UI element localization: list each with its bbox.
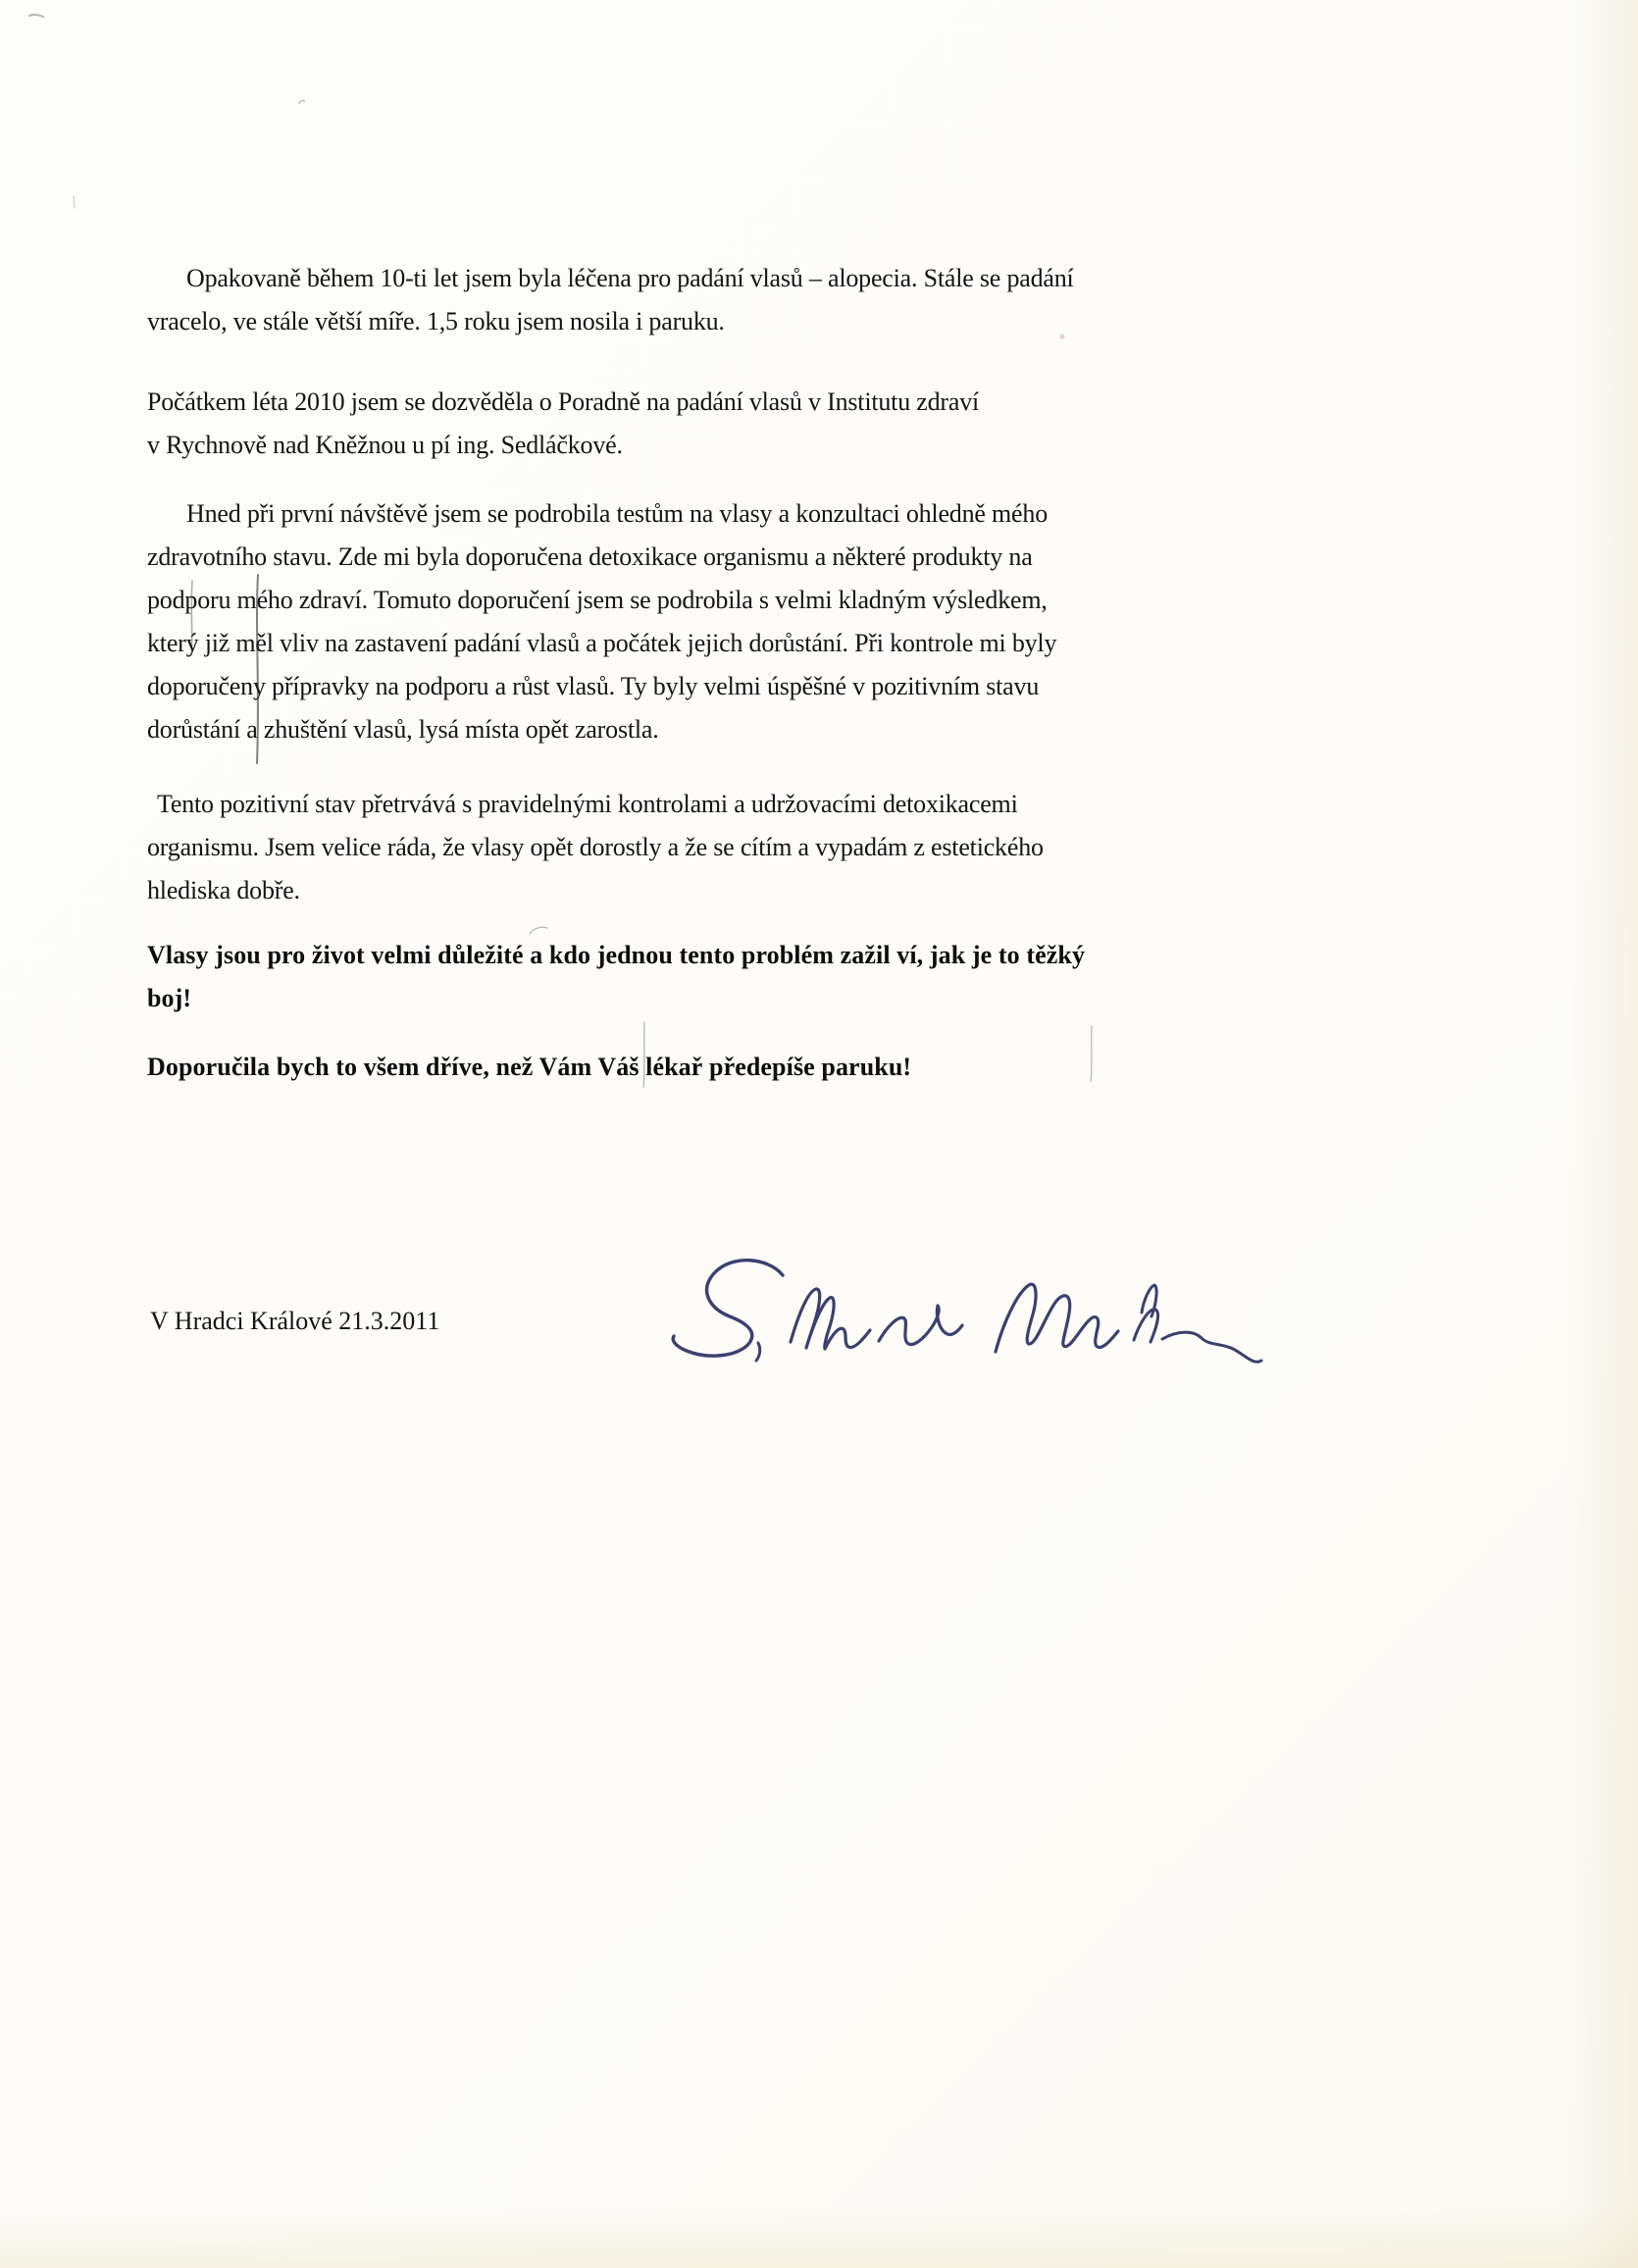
text-line: Počátkem léta 2010 jsem se dozvěděla o Poradně na padání vlasů v Institutu zdraví — [147, 387, 980, 416]
paragraph — [147, 492, 1187, 751]
paragraph — [147, 257, 1187, 343]
place-date-line: V Hradci Králové 21.3.2011 — [150, 1307, 440, 1335]
text-line: Vlasy jsou pro život velmi důležité a kdo jednou tento problém zažil ví, jak je to těžký — [147, 941, 1086, 969]
text-line: boj! — [147, 984, 192, 1012]
handwritten-signature — [667, 1248, 1275, 1405]
text-line: Doporučila bych to všem dříve, než Vám Váš lékař předepíše paruku! — [147, 1053, 912, 1081]
text-line: zdravotního stavu. Zde mi byla doporučena detoxikace organismu a některé produkty na — [147, 542, 1033, 571]
emphasis-paragraph — [147, 1046, 1187, 1089]
text-line: doporučeny přípravky na podporu a růst vlasů. Ty byly velmi úspěšné v pozitivním stavu — [147, 672, 1040, 700]
text-line: který již měl vliv na zastavení padání vlasů a počátek jejich dorůstání. Při kontrole mi byly — [147, 629, 1057, 657]
scan-edge-tint-bottom — [0, 2209, 1638, 2268]
emphasis-paragraph — [147, 934, 1187, 1020]
signature-ink-strokes — [667, 1248, 1275, 1405]
paragraph — [147, 783, 1187, 912]
text-line: Hned při první návštěvě jsem se podrobila testům na vlasy a konzultaci ohledně mého — [186, 499, 1049, 528]
text-line: dorůstání a zhuštění vlasů, lysá místa opět zarostla. — [147, 715, 659, 744]
text-line: Opakovaně během 10-ti let jsem byla léčena pro padání vlasů – alopecia. Stále se padání — [186, 264, 1074, 292]
text-line: podporu mého zdraví. Tomuto doporučení jsem se podrobila s velmi kladným výsledkem, — [147, 586, 1048, 614]
text-line: hlediska dobře. — [147, 876, 300, 904]
text-line: vracelo, ve stále větší míře. 1,5 roku jsem nosila i paruku. — [147, 307, 725, 335]
paragraph — [147, 381, 1187, 467]
scan-edge-tint-right — [1569, 0, 1638, 2268]
text-line: organismu. Jsem velice ráda, že vlasy opět dorostly a že se cítím a vypadám z estetického — [147, 833, 1044, 861]
text-line: Tento pozitivní stav přetrvává s pravidelnými kontrolami a udržovacími detoxikacemi — [157, 790, 1018, 818]
text-line: v Rychnově nad Kněžnou u pí ing. Sedláčkové. — [147, 431, 623, 459]
letter-body — [147, 257, 1187, 1089]
